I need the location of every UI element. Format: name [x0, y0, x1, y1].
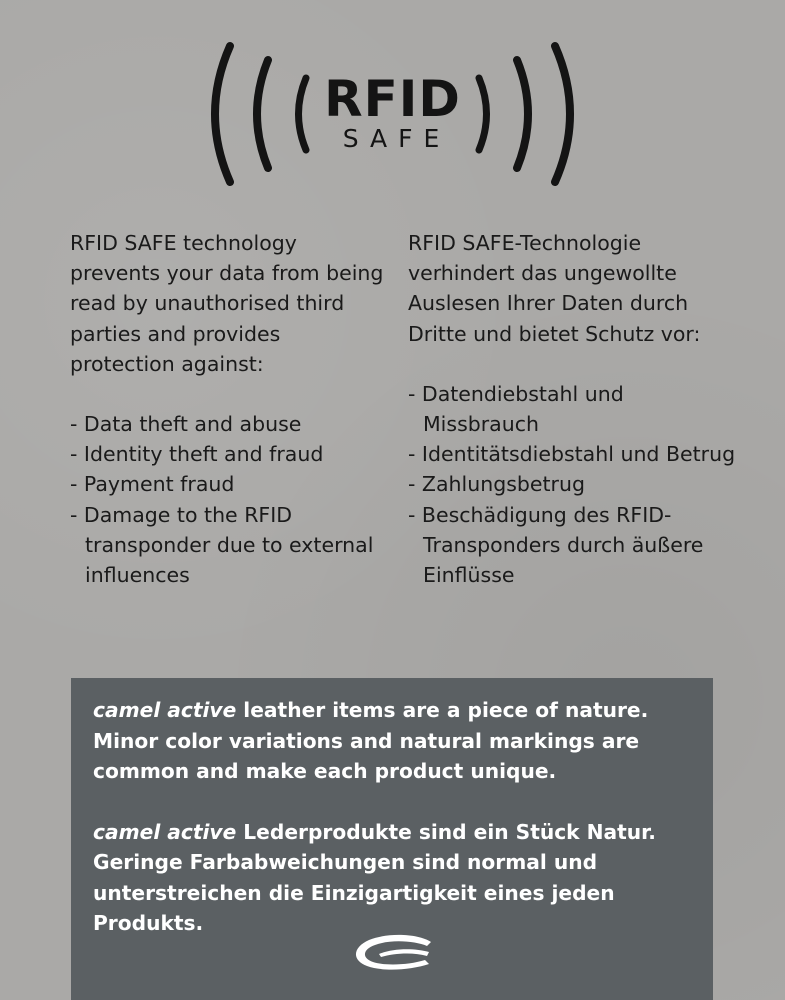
english-leather-note — [93, 695, 691, 787]
english-intro: RFID SAFE technology prevents your data from being read by unauthorised third parties and provides protection against: — [70, 231, 384, 376]
german-leather-text: Lederprodukte sind ein Stück Natur. Geringe Farbabweichungen sind normal und unterstreichen die Einzigartigkeit eines jeden Produkts. — [93, 819, 656, 935]
list-item: - Identity theft and fraud — [70, 442, 324, 467]
list-item: - Zahlungsbetrug — [408, 472, 585, 497]
german-bullet-list — [408, 379, 738, 590]
list-item: - Damage to the RFID transponder due to external influences — [70, 502, 374, 588]
list-item: - Identitätsdiebstahl und Betrug — [408, 442, 736, 467]
logo-rfid-text: RFID — [324, 70, 461, 128]
german-leather-note — [93, 817, 691, 939]
english-bullet-list — [70, 409, 390, 590]
list-item: - Data theft and abuse — [70, 412, 302, 437]
brand-name: camel active — [93, 819, 237, 844]
rfid-safe-logo — [200, 38, 585, 190]
german-intro: RFID SAFE-Technologie verhindert das ungewollte Auslesen Ihrer Daten durch Dritte und bietet Schutz vor: — [408, 231, 701, 346]
german-column — [408, 228, 738, 590]
camel-active-logo-icon — [349, 932, 435, 974]
brand-name: camel active — [93, 698, 237, 722]
logo-safe-text: SAFE — [342, 124, 451, 153]
english-column — [70, 228, 390, 590]
list-item: - Datendiebstahl und Missbrauch — [408, 381, 624, 437]
leather-info-box — [71, 678, 713, 1000]
list-item: - Payment fraud — [70, 472, 235, 497]
english-leather-text: leather items are a piece of nature. Minor color variations and natural markings are common and make each product unique. — [93, 698, 649, 783]
list-item: - Beschädigung des RFID-Transponders durch äußere Einflüsse — [408, 502, 704, 588]
